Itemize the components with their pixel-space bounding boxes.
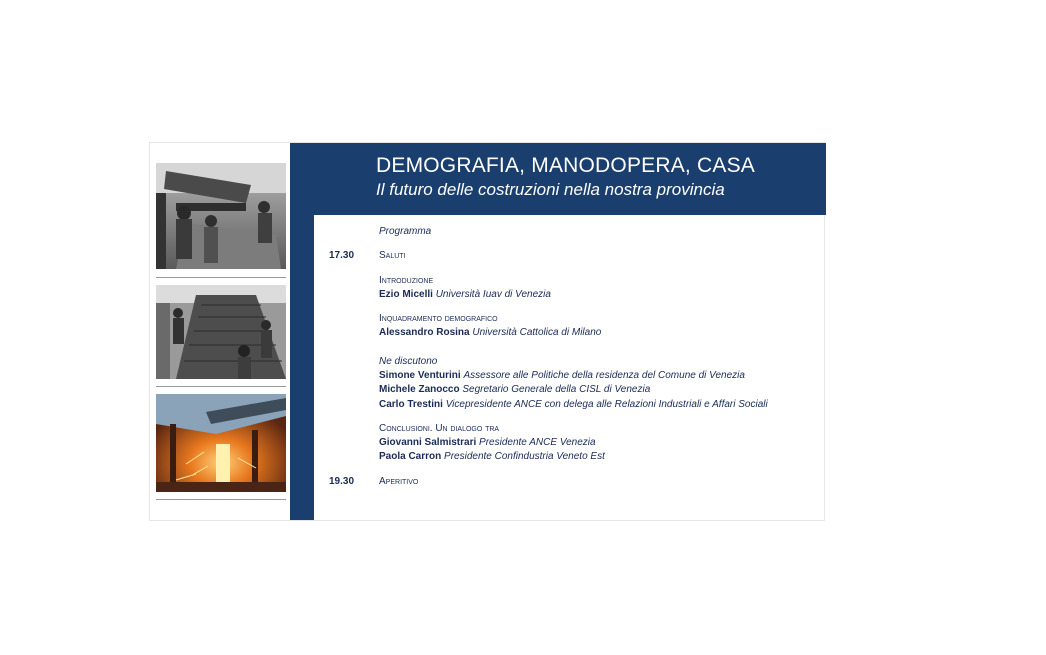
saluti-title: Saluti: [379, 250, 406, 261]
event-flyer: [149, 142, 825, 521]
photo-column: [150, 143, 290, 520]
construction-photo-1: [156, 163, 286, 269]
speaker-role: Assessore alle Politiche della residenza del Comune di Venezia: [463, 370, 745, 381]
page-subtitle: Il futuro delle costruzioni nella nostra provincia: [376, 180, 725, 199]
speaker-name: Giovanni Salmistrari: [379, 437, 477, 448]
photo-divider: [156, 277, 286, 278]
construction-photo-3: [156, 394, 286, 492]
speaker-line: [379, 289, 551, 300]
program-label: Programma: [379, 226, 432, 237]
program-section: [314, 215, 824, 520]
speaker-line: [379, 384, 650, 395]
photo-divider: [156, 499, 286, 500]
speaker-name: Carlo Trestini: [379, 399, 443, 410]
speaker-line: [379, 451, 605, 462]
introduzione-title: Introduzione: [379, 275, 434, 286]
speaker-role: Presidente ANCE Venezia: [479, 437, 596, 448]
page-title: DEMOGRAFIA, MANODOPERA, CASA: [376, 154, 755, 177]
construction-photo-2: [156, 285, 286, 379]
speaker-name: Ezio Micelli: [379, 289, 433, 300]
discussione-title: Ne discutono: [379, 356, 438, 367]
speaker-name: Michele Zanocco: [379, 384, 460, 395]
speaker-role: Università Cattolica di Milano: [472, 327, 602, 338]
speaker-line: [379, 370, 745, 381]
conclusioni-title: Conclusioni. Un dialogo tra: [379, 423, 500, 434]
aperitivo-title: Aperitivo: [379, 476, 419, 487]
time-aperitivo: 19.30: [329, 476, 355, 487]
speaker-name: Alessandro Rosina: [379, 327, 470, 338]
speaker-role: Segretario Generale della CISL di Venezia: [462, 384, 651, 395]
speaker-name: Paola Carron: [379, 451, 442, 462]
speaker-line: [379, 327, 601, 338]
speaker-role: Università Iuav di Venezia: [435, 289, 551, 300]
inquadramento-title: Inquadramento demografico: [379, 313, 498, 324]
speaker-line: [379, 399, 768, 410]
flyer-header: [290, 143, 826, 215]
photo-divider: [156, 386, 286, 387]
time-saluti: 17.30: [329, 250, 355, 261]
speaker-name: Simone Venturini: [379, 370, 461, 381]
speaker-role: Presidente Confindustria Veneto Est: [444, 451, 605, 462]
speaker-line: [379, 437, 596, 448]
speaker-role: Vicepresidente ANCE con delega alle Relazioni Industriali e Affari Sociali: [445, 399, 768, 410]
